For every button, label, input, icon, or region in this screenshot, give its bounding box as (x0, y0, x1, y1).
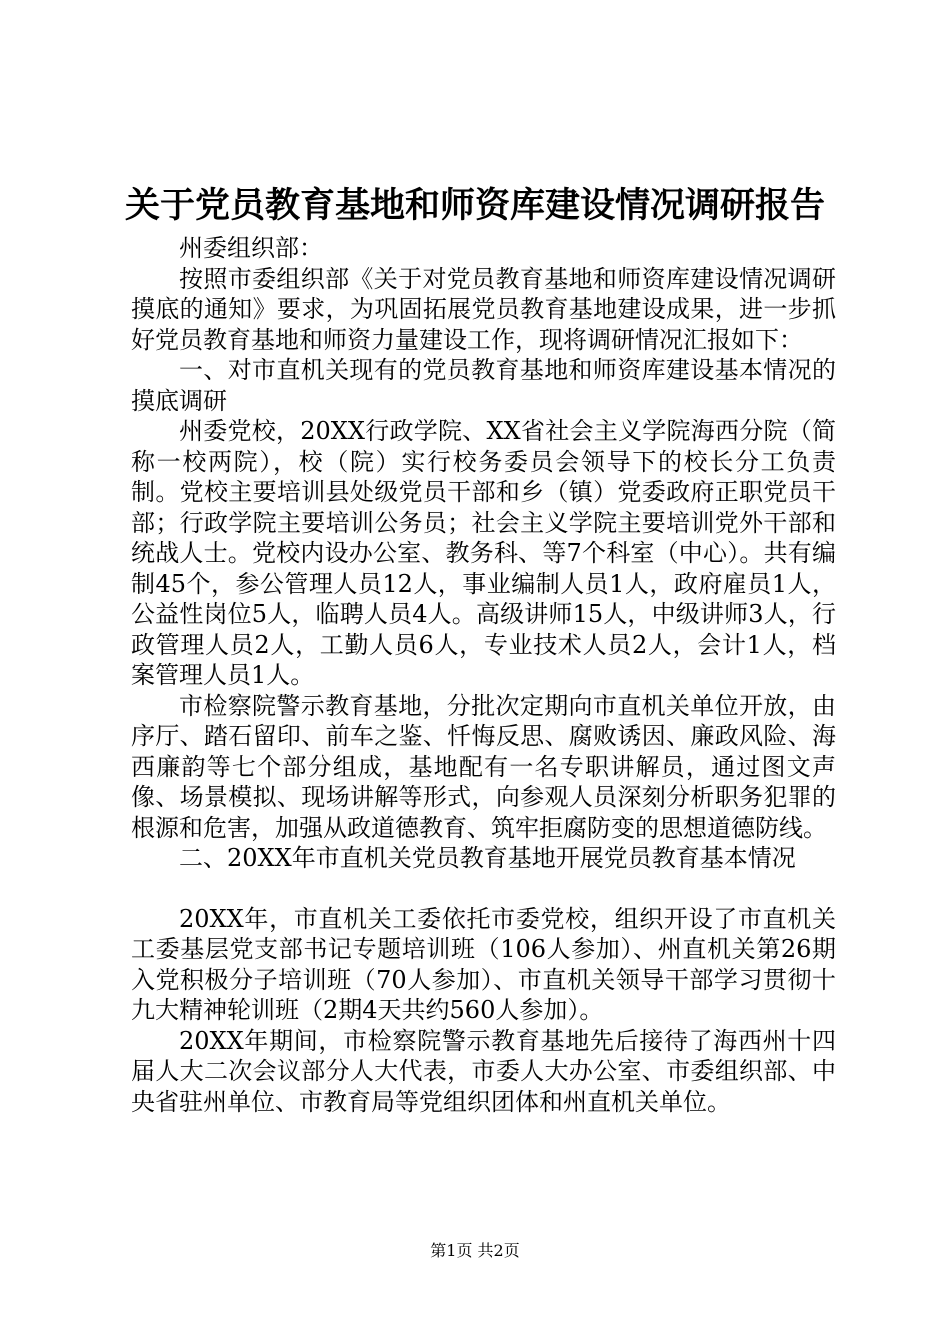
visitors-paragraph: 20XX年期间，市检察院警示教育基地先后接待了海西州十四届人大二次会议部分人大代表，市委人大办公室、市委组织部、中央省驻州单位、市教育局等党组织团体和州直机关单位。 (131, 1026, 836, 1116)
intro-paragraph: 按照市委组织部《关于对党员教育基地和师资库建设情况调研摸底的通知》要求，为巩固拓展党员教育基地建设成果，进一步抓好党员教育基地和师资力量建设工作，现将调研情况汇报如下： (131, 264, 836, 354)
salutation-paragraph: 州委组织部： (179, 234, 323, 262)
document-title: 关于党员教育基地和师资库建设情况调研报告 (124, 185, 825, 226)
section-heading-2: 二、20XX年市直机关党员教育基地开展党员教育基本情况 (179, 844, 796, 872)
party-school-paragraph: 州委党校，20XX行政学院、XX省社会主义学院海西分院（简称一校两院），校（院）实行校务委员会领导下的校长分工负责制。党校主要培训县处级党员干部和乡（镇）党委政府正职党员干部；行政学院主要培训公务员；社会主义学院主要培训党外干部和统战人士。党校内设办公室、教务科、等7个科室（中心）。共有编制45个，参公管理人员12人，事业编制人员1人，政府雇员1人，公益性岗位5人，临聘人员4人。高级讲师15人，中级讲师3人，行政管理人员2人，工勤人员6人，专业技术人员2人，会计1人，档案管理人员1人。 (131, 417, 836, 689)
page-footer: 第1页 共2页 (430, 1241, 520, 1260)
section-heading-1: 一、对市直机关现有的党员教育基地和师资库建设基本情况的摸底调研 (131, 356, 836, 415)
training-classes-paragraph: 20XX年，市直机关工委依托市委党校，组织开设了市直机关工委基层党支部书记专题培训班（106人参加）、州直机关第26期入党积极分子培训班（70人参加）、市直机关领导干部学习贯彻十九大精神轮训班（2期4天共约560人参加）。 (131, 904, 836, 1024)
document-body (131, 233, 836, 1117)
procuratorate-base-paragraph: 市检察院警示教育基地，分批次定期向市直机关单位开放，由序厅、踏石留印、前车之鉴、忏悔反思、腐败诱因、廉政风险、海西廉韵等七个部分组成，基地配有一名专职讲解员，通过图文声像、场景模拟、现场讲解等形式，向参观人员深刻分析职务犯罪的根源和危害，加强从政道德教育、筑牢拒腐防变的思想道德防线。 (131, 691, 836, 842)
